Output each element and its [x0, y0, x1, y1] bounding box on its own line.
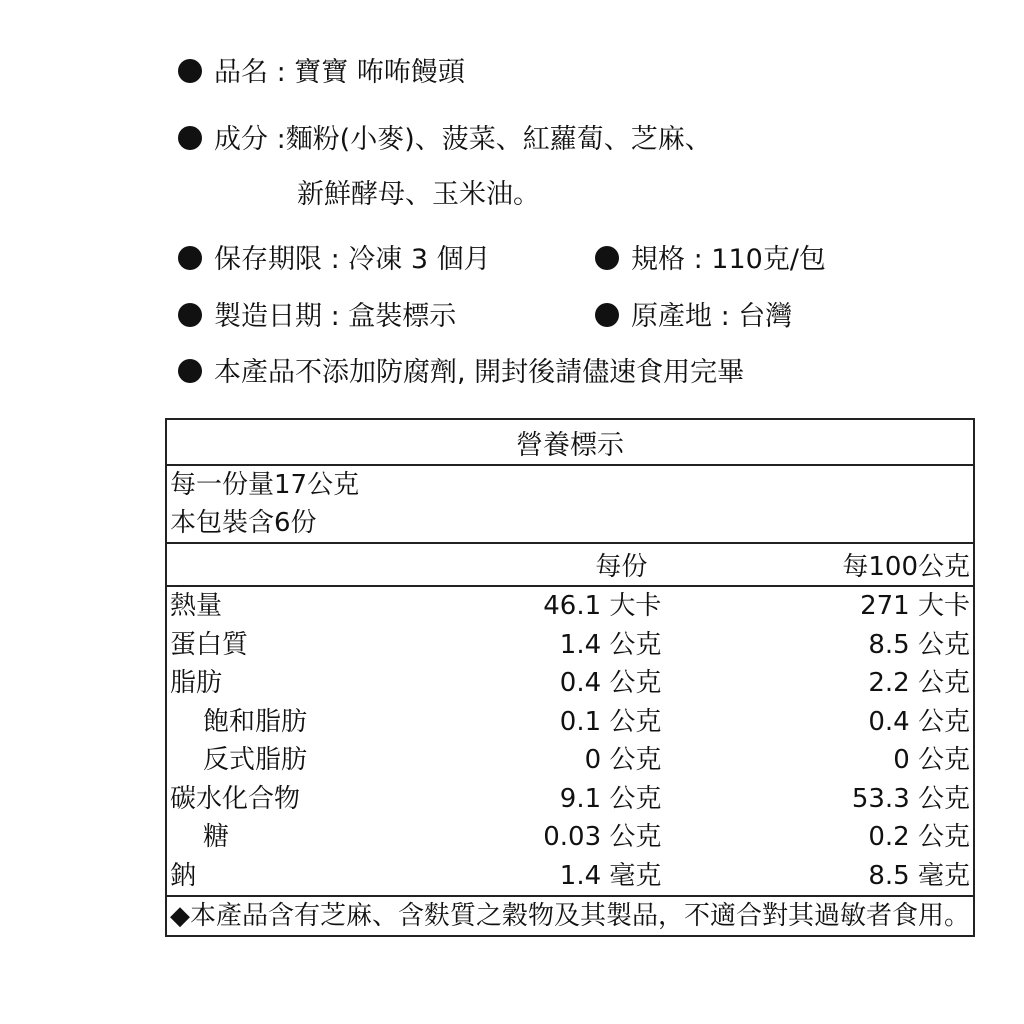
- origin-value: 台灣: [738, 301, 793, 332]
- product-name-line: [178, 57, 465, 89]
- shelf-life-label: 保存期限 :: [214, 244, 340, 275]
- nutrient-per-serving: 0.03 公克: [543, 822, 662, 853]
- nutrient-per-100g: 2.2 公克: [868, 668, 970, 699]
- nutrient-row: [166, 741, 974, 780]
- nutrient-per-serving: 0.4 公克: [559, 668, 662, 699]
- manufacture-date-value: 盒裝標示: [348, 301, 457, 332]
- nutrient-per-serving: 9.1 公克: [559, 783, 662, 814]
- ingredients-line1: 麵粉(小麥)、菠菜、紅蘿蔔、芝麻、: [285, 124, 712, 155]
- column-header-per-100g: 每100公克: [664, 543, 974, 586]
- nutrient-row: [166, 586, 974, 626]
- nutrient-name: 碳水化合物: [170, 783, 301, 814]
- bullet-icon: [595, 246, 619, 270]
- nutrient-row: [166, 626, 974, 665]
- nutrient-name: 熱量: [170, 591, 223, 622]
- nutrient-per-100g: 271 大卡: [860, 591, 970, 622]
- nutrient-per-serving: 0.1 公克: [559, 706, 662, 737]
- nutrient-per-serving: 1.4 毫克: [405, 857, 664, 897]
- nutrition-title-row: [166, 419, 974, 465]
- shelf-life-value: 冷凍 3 個月: [348, 244, 491, 275]
- bullet-icon: [178, 126, 202, 150]
- nutrient-per-100g: 8.5 公克: [868, 629, 970, 660]
- column-header-per-serving: 每份: [405, 543, 664, 586]
- nutrient-row: [166, 780, 974, 819]
- allergen-note-row: [166, 896, 974, 936]
- manufacture-date-line: [178, 301, 456, 333]
- origin-label: 原產地 :: [631, 301, 730, 332]
- spec-value: 110克/包: [711, 244, 826, 275]
- bullet-icon: [595, 303, 619, 327]
- nutrient-name: 糖: [203, 822, 230, 853]
- nutrition-title: 營養標示: [166, 419, 974, 465]
- nutrient-per-100g: 0 公克: [893, 745, 970, 776]
- allergen-note: ◆本產品含有芝麻、含麩質之穀物及其製品，不適合對其過敏者食用。: [170, 901, 970, 931]
- product-name-label: 品名 :: [214, 57, 286, 88]
- column-header-blank: [166, 543, 405, 586]
- nutrition-facts-table: [165, 418, 975, 937]
- servings-per-pack: 本包裝含6份: [166, 504, 974, 543]
- spec-line: [595, 244, 826, 276]
- bullet-icon: [178, 246, 202, 270]
- serving-size-row: [166, 465, 974, 504]
- nutrient-name: 脂肪: [170, 668, 223, 699]
- nutrient-per-serving: 1.4 公克: [559, 629, 662, 660]
- manufacture-date-label: 製造日期 :: [214, 301, 340, 332]
- shelf-life-line: [178, 244, 491, 276]
- nutrient-per-100g: 53.3 公克: [851, 783, 970, 814]
- nutrient-row: [166, 664, 974, 703]
- ingredients-label: 成分 :: [214, 124, 286, 155]
- origin-line: [595, 301, 792, 333]
- serving-size: 每一份量17公克: [170, 470, 360, 500]
- column-header-row: [166, 543, 974, 586]
- nutrient-row: [166, 857, 974, 897]
- bullet-icon: [178, 303, 202, 327]
- servings-per-pack-row: [166, 504, 974, 543]
- nutrient-per-100g: 0.2 公克: [868, 822, 970, 853]
- nutrient-per-100g: 0.4 公克: [868, 706, 970, 737]
- preservative-notice: 本產品不添加防腐劑, 開封後請儘速食用完畢: [214, 357, 745, 388]
- nutrient-per-serving: 0 公克: [584, 745, 662, 776]
- ingredients-line: [178, 124, 712, 156]
- nutrient-row: [166, 818, 974, 857]
- spec-label: 規格 :: [631, 244, 703, 275]
- bullet-icon: [178, 359, 202, 383]
- nutrient-name: 反式脂肪: [203, 745, 308, 776]
- product-name-value: 寶寶 咘咘饅頭: [294, 57, 465, 88]
- preservative-notice-line: [178, 357, 744, 389]
- nutrient-name: 蛋白質: [170, 629, 249, 660]
- nutrient-per-serving: 46.1 大卡: [543, 591, 662, 622]
- nutrient-name: 飽和脂肪: [203, 706, 308, 737]
- nutrient-per-100g: 8.5 毫克: [664, 857, 974, 897]
- nutrient-name: 鈉: [166, 857, 405, 897]
- nutrient-row: [166, 703, 974, 742]
- bullet-icon: [178, 59, 202, 83]
- ingredients-line2: 新鮮酵母、玉米油。: [297, 179, 540, 210]
